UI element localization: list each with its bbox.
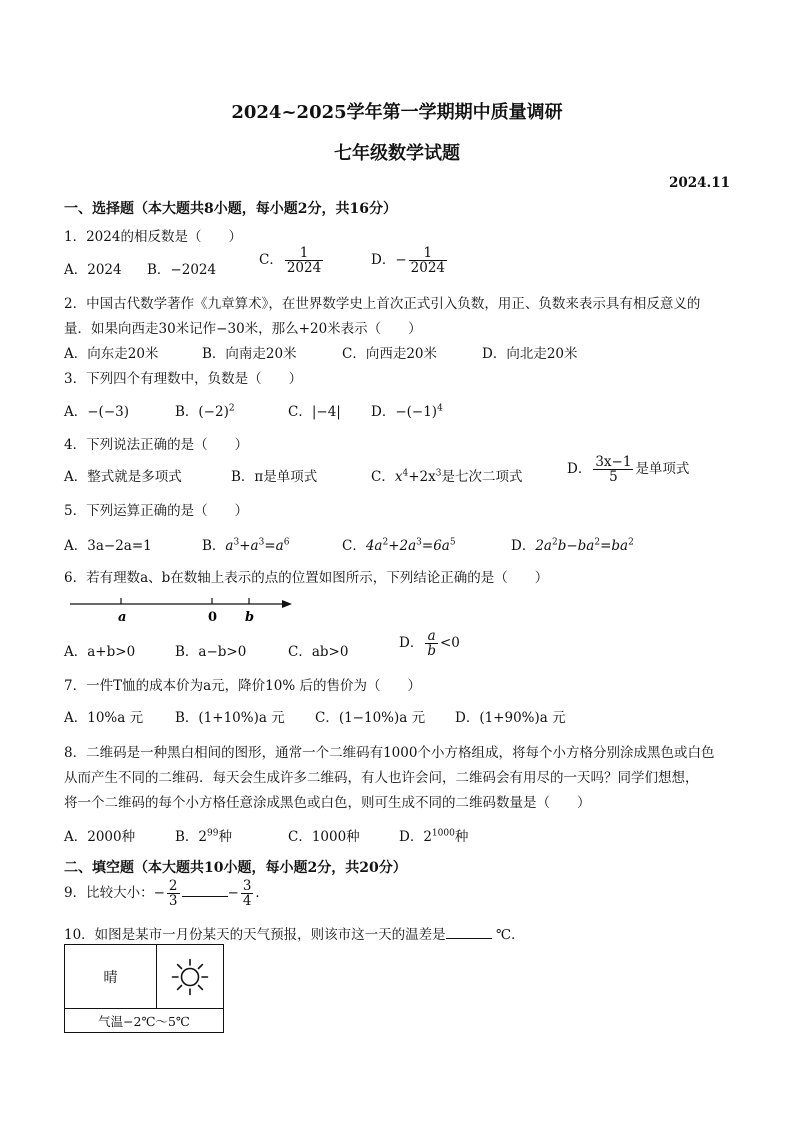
question-4-option-b: B．π是单项式 bbox=[231, 469, 318, 485]
label-0: 0 bbox=[208, 610, 218, 624]
question-8-option-a: A．2000种 bbox=[64, 829, 136, 845]
question-8-line-1: 8．二维码是一种黑白相间的图形，通常一个二维码有1000个小方格组成，将每个小方格分别涂成黑色或白色 bbox=[64, 745, 715, 761]
question-7-option-d: D．(1+90%)a 元 bbox=[455, 710, 566, 726]
section-2-heading: 二、填空题（本大题共10小题，每小题2分，共20分） bbox=[64, 860, 407, 876]
sun-icon bbox=[170, 957, 210, 997]
question-6-option-b: B．a−b>0 bbox=[175, 644, 247, 660]
question-5-option-c: C．$4a^2+2a^3=6a^5$ bbox=[342, 537, 456, 554]
question-5-option-b: B．$a^3+a^3=a^6$ bbox=[202, 537, 290, 554]
question-6-stem: 6．若有理数a、b在数轴上表示的点的位置如图所示，下列结论正确的是（ ） bbox=[64, 570, 549, 586]
question-8-option-c: C．1000种 bbox=[288, 829, 360, 845]
question-4-option-d: D． $\frac{3x-1}{5}$ 是单项式 bbox=[567, 454, 690, 486]
question-1-option-c: C． $\frac{1}{2024}$ bbox=[259, 245, 322, 277]
weather-label: 晴 bbox=[65, 945, 157, 1009]
question-2-option-d: D．向北走20米 bbox=[482, 346, 578, 362]
fraction: $\frac{1}{2024}$ bbox=[286, 245, 322, 277]
number-line-figure bbox=[64, 594, 296, 624]
question-1-option-d: D．− $\frac{1}{2024}$ bbox=[371, 245, 445, 277]
question-4-option-c: C．$x^4+2x^3$是七次二项式 bbox=[371, 468, 523, 485]
weather-forecast-table bbox=[64, 944, 224, 1033]
question-7-option-a: A．10%a 元 bbox=[64, 710, 144, 726]
question-8-option-d: D．$2^{1000}$种 bbox=[399, 828, 469, 845]
section-1-heading: 一、选择题（本大题共8小题，每小题2分，共16分） bbox=[64, 201, 397, 217]
fraction: $\frac{a}{b}$ bbox=[427, 628, 436, 660]
question-7-option-c: C．(1−10%)a 元 bbox=[315, 710, 426, 726]
question-5-option-a: A．3a−2a=1 bbox=[64, 538, 152, 554]
question-3-option-d: D．$-(-1)^4$ bbox=[371, 403, 443, 420]
question-9: 9．比较大小：− $\frac{2}{3}$ − $\frac{3}{4}$ ． bbox=[64, 878, 269, 910]
answer-blank[interactable] bbox=[182, 885, 228, 897]
question-2-option-a: A．向东走20米 bbox=[64, 346, 159, 362]
question-5-stem: 5．下列运算正确的是（ ） bbox=[64, 503, 249, 519]
fraction: $\frac{3}{4}$ bbox=[242, 878, 252, 910]
question-6-option-a: A．a+b>0 bbox=[64, 644, 136, 660]
question-8-option-b: B．$2^{99}$种 bbox=[175, 828, 232, 845]
fraction: $\frac{2}{3}$ bbox=[168, 878, 178, 910]
question-8-line-3: 将一个二维码的每个小方格任意涂成黑色或白色，则可生成不同的二维码数量是（ ） bbox=[64, 795, 591, 811]
exam-subtitle: 七年级数学试题 bbox=[334, 143, 460, 164]
question-6-option-c: C．ab>0 bbox=[288, 644, 349, 660]
question-4-stem: 4．下列说法正确的是（ ） bbox=[64, 437, 249, 453]
question-3-option-a: A．−(−3) bbox=[64, 404, 129, 420]
question-2-line-1: 2．中国古代数学著作《九章算术》，在世界数学史上首次正式引入负数，用正、负数来表示具有相反意义的 bbox=[64, 296, 701, 312]
question-1-stem: 1．2024的相反数是（ ） bbox=[64, 229, 242, 245]
question-7-option-b: B．(1+10%)a 元 bbox=[175, 710, 285, 726]
question-2-line-2: 量．如果向西走30米记作−30米，那么+20米表示（ ） bbox=[64, 321, 422, 337]
question-2-option-c: C．向西走20米 bbox=[342, 346, 438, 362]
question-3-stem: 3．下列四个有理数中，负数是（ ） bbox=[64, 371, 303, 387]
exam-date: 2024.11 bbox=[668, 175, 730, 191]
question-10-stem: 10．如图是某市一月份某天的天气预报，则该市这一天的温差是 ℃． bbox=[64, 927, 525, 943]
question-1-option-a: A．2024 bbox=[64, 262, 122, 278]
question-6-option-d: D． $\frac{a}{b}$ <0 bbox=[399, 628, 460, 660]
label-b: b bbox=[245, 610, 255, 624]
answer-blank[interactable] bbox=[446, 927, 492, 939]
question-2-option-b: B．向南走20米 bbox=[202, 346, 297, 362]
label-a: a bbox=[118, 610, 127, 624]
fraction: $\frac{3x-1}{5}$ bbox=[595, 454, 632, 486]
fraction: $\frac{1}{2024}$ bbox=[410, 245, 445, 277]
question-8-line-2: 从而产生不同的二维码．每天会生成许多二维码，有人也许会问，二维码会有用尽的一天吗？同学们想想， bbox=[64, 770, 699, 786]
weather-icon-cell bbox=[157, 945, 223, 1009]
weather-temperature: 气温−2℃～5℃ bbox=[98, 1014, 190, 1029]
exam-title: 2024~2025学年第一学期期中质量调研 bbox=[231, 102, 563, 123]
question-4-option-a: A．整式就是多项式 bbox=[64, 469, 182, 485]
number-line-arrow-icon bbox=[282, 600, 292, 608]
question-1-option-b: B．−2024 bbox=[147, 262, 217, 278]
question-3-option-b: B．$(-2)^2$ bbox=[175, 403, 235, 420]
question-7-stem: 7．一件T恤的成本价为a元，降价10% 后的售价为（ ） bbox=[64, 678, 421, 694]
question-3-option-c: C．|−4| bbox=[288, 404, 341, 420]
question-5-option-d: D．$2a^2b-ba^2=ba^2$ bbox=[511, 537, 634, 554]
